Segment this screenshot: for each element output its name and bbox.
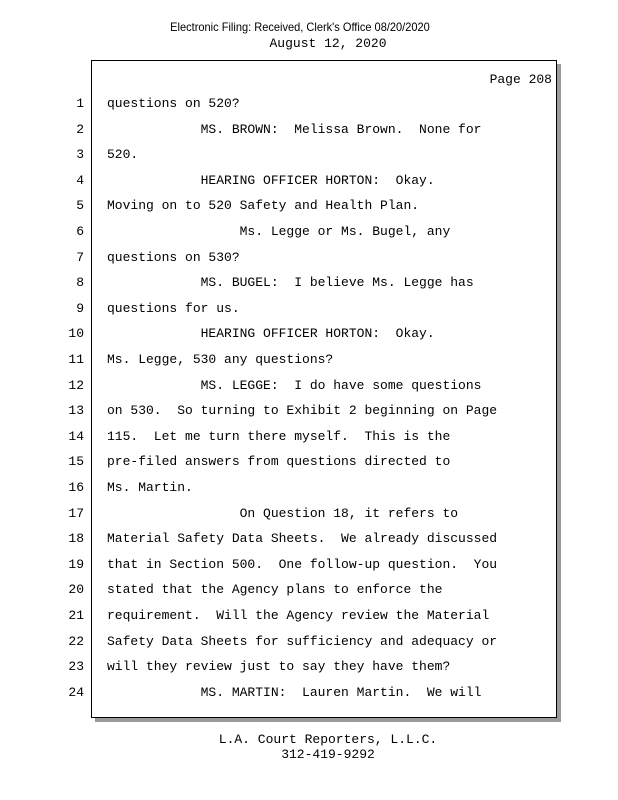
line-number: 5	[76, 198, 84, 214]
line-number: 3	[76, 147, 84, 163]
transcript-line: stated that the Agency plans to enforce the	[107, 582, 443, 598]
transcript-line: requirement. Will the Agency review the Material	[107, 608, 490, 623]
transcript-line: pre-filed answers from questions directed to	[107, 454, 451, 470]
transcript-line: MS. MARTIN: Lauren Martin. We will	[107, 684, 482, 700]
transcript-line: on 530. So turning to Exhibit 2 beginning on Page	[107, 403, 498, 419]
transcript-line: Ms. Legge or Ms. Bugel, any	[107, 224, 451, 239]
transcript-line: questions on 520?	[107, 96, 240, 111]
line-number: 20	[68, 582, 84, 598]
line-number: 6	[76, 224, 84, 239]
transcript-line: MS. BROWN: Melissa Brown. None for	[107, 121, 482, 137]
line-number: 1	[76, 96, 84, 111]
line-number: 21	[68, 608, 84, 623]
transcript-line: HEARING OFFICER HORTON: Okay.	[107, 326, 435, 342]
transcript-line: will they review just to say they have them?	[107, 659, 451, 675]
line-number: 17	[68, 505, 84, 521]
transcript-line: Ms. Legge, 530 any questions?	[107, 352, 334, 367]
line-number: 19	[68, 556, 84, 572]
page-number: Page 208	[489, 72, 552, 87]
reporter-phone: 312-419-9292	[281, 747, 375, 762]
line-number: 22	[68, 633, 84, 649]
transcript-line: Moving on to 520 Safety and Health Plan.	[107, 198, 420, 214]
line-number: 4	[76, 172, 84, 188]
transcript-line: Safety Data Sheets for sufficiency and adequacy or	[107, 633, 498, 649]
line-number: 2	[76, 121, 84, 137]
reporter-company: L.A. Court Reporters, L.L.C.	[218, 732, 438, 747]
transcript-line: Material Safety Data Sheets. We already discussed	[107, 531, 498, 547]
transcript-line: On Question 18, it refers to	[107, 505, 459, 521]
line-number: 7	[76, 249, 84, 265]
line-number: 15	[68, 454, 84, 470]
transcript-line: MS. LEGGE: I do have some questions	[107, 377, 482, 393]
line-number: 12	[68, 377, 84, 393]
filing-stamp: Electronic Filing: Received, Clerk's Office 08/20/2020	[170, 20, 430, 34]
hearing-date: August 12, 2020	[269, 36, 387, 51]
line-number: 9	[76, 300, 84, 316]
line-number: 10	[68, 326, 84, 342]
transcript-line: that in Section 500. One follow-up question. You	[107, 556, 498, 572]
transcript-line: questions on 530?	[107, 249, 240, 265]
transcript-line: HEARING OFFICER HORTON: Okay.	[107, 172, 435, 188]
line-number: 24	[68, 684, 84, 700]
line-number: 16	[68, 480, 84, 495]
transcript-line: 115. Let me turn there myself. This is the	[107, 428, 451, 444]
line-number: 8	[76, 275, 84, 291]
transcript-line: 520.	[107, 147, 139, 163]
line-number: 18	[68, 531, 84, 547]
line-number: 13	[68, 403, 84, 419]
line-number: 14	[68, 428, 84, 444]
transcript-line: questions for us.	[107, 300, 240, 316]
line-number: 23	[68, 659, 84, 675]
line-number: 11	[68, 352, 84, 367]
transcript-line: MS. BUGEL: I believe Ms. Legge has	[107, 275, 474, 291]
transcript-line: Ms. Martin.	[107, 480, 193, 495]
